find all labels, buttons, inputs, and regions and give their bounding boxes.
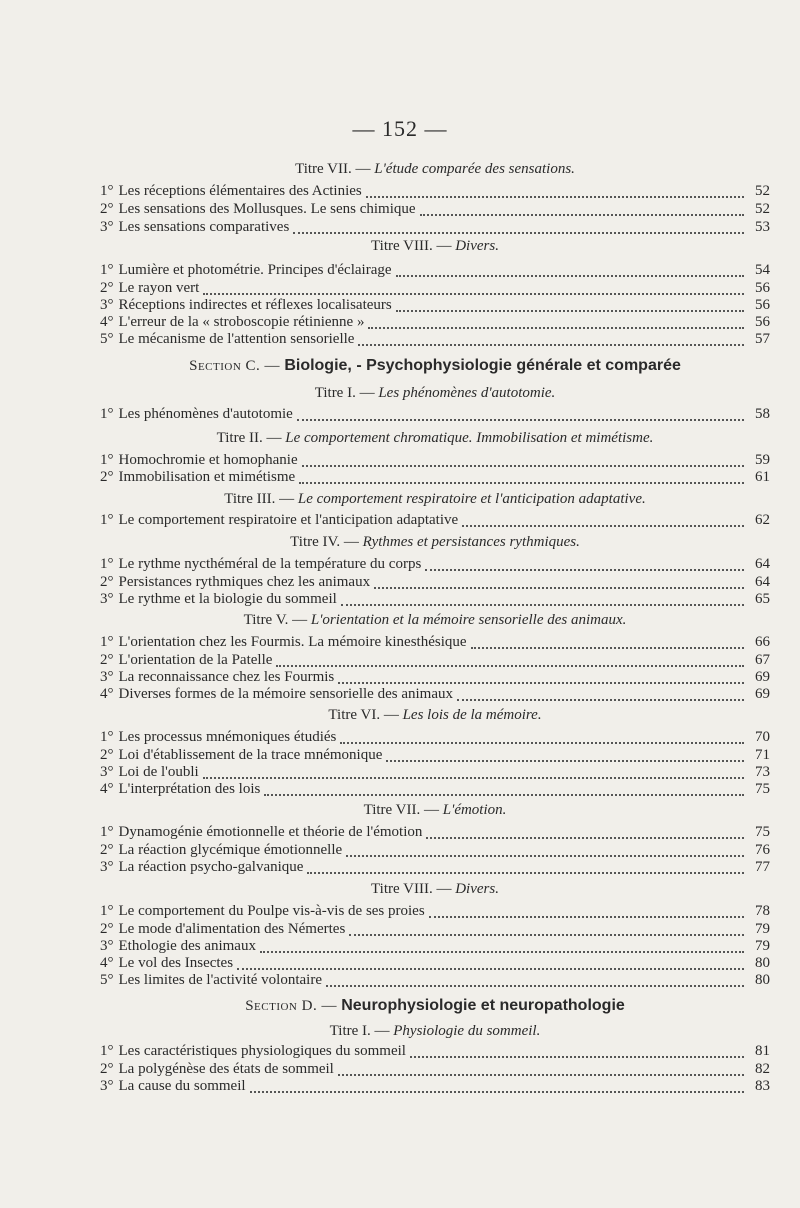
dot-leader [276,653,744,667]
heading-title: Divers. [455,881,499,897]
toc-entry[interactable] [100,668,770,686]
entry-number: 3° [100,591,114,607]
dot-leader [429,904,744,918]
entry-number: 1° [100,1043,114,1059]
entry-number: 1° [100,729,114,745]
heading-title: Divers. [455,238,499,254]
toc-entry[interactable] [100,685,770,703]
dot-leader [396,298,744,312]
page-number: — 152 — [352,116,448,141]
entry-page: 70 [755,729,770,745]
entry-number: 4° [100,781,114,797]
entry-number: 3° [100,859,114,875]
chapter-heading-rythmes [115,533,755,551]
entry-number: 5° [100,972,114,988]
chapter-heading-memoire [115,706,755,724]
entry-number: 3° [100,764,114,780]
toc-entry[interactable] [100,261,770,279]
dot-leader [386,748,744,762]
entry-number: 2° [100,280,114,296]
entry-title: Loi de l'oubli [118,764,199,780]
entry-number: 2° [100,574,114,590]
entry-number: 1° [100,452,114,468]
entry-title: Les sensations des Mollusques. Le sens chimique [118,201,416,217]
toc-entry[interactable] [100,200,770,218]
dot-leader [341,592,744,606]
dot-leader [250,1079,744,1093]
entry-page: 52 [755,201,770,217]
entry-title: Les processus mnémoniques étudiés [118,729,337,745]
entry-number: 4° [100,686,114,702]
entry-title: Ethologie des animaux [118,938,256,954]
entry-number: 1° [100,406,114,422]
dot-leader [410,1044,744,1058]
entry-number: 1° [100,556,114,572]
heading-lead: Titre VII. — [295,161,375,177]
dot-leader [426,825,744,839]
entry-page: 56 [755,314,770,330]
toc-entry[interactable] [100,841,770,859]
chapter-heading-divers [115,237,755,255]
toc-entry[interactable] [100,1077,770,1095]
toc-entry[interactable] [100,1042,770,1060]
heading-title: Les phénomènes d'autotomie. [378,385,556,401]
section-title: Biologie, - Psychophysiologie générale et comparée [284,357,681,374]
toc-entry[interactable] [100,511,770,529]
heading-lead: Titre VII. — [363,802,443,818]
entry-title: L'orientation chez les Fourmis. La mémoire kinesthésique [118,634,467,650]
entry-title: Loi d'établissement de la trace mnémonique [118,747,383,763]
entry-title: Dynamogénie émotionnelle et théorie de l'émotion [118,824,423,840]
entry-page: 78 [755,903,770,919]
toc-entry[interactable] [100,590,770,608]
chapter-heading-divers-c [115,880,755,898]
entry-title: L'erreur de la « stroboscopie rétinienne » [118,314,365,330]
dot-leader [374,575,744,589]
toc-entry[interactable] [100,451,770,469]
heading-title: L'émotion. [442,802,507,818]
dot-leader [366,184,744,198]
entry-page: 59 [755,452,770,468]
entry-page: 80 [755,972,770,988]
entry-number: 1° [100,824,114,840]
entry-number: 4° [100,314,114,330]
entry-number: 3° [100,297,114,313]
entry-page: 71 [755,747,770,763]
toc-entry[interactable] [100,633,770,651]
toc-entry[interactable] [100,468,770,486]
toc-entry[interactable] [100,902,770,920]
chapter-heading-sommeil [115,1022,755,1040]
entry-number: 2° [100,1061,114,1077]
entry-page: 56 [755,280,770,296]
heading-title: Physiologie du sommeil. [393,1023,541,1039]
dot-leader [338,670,744,684]
toc-entry[interactable] [100,279,770,297]
entry-page: 82 [755,1061,770,1077]
toc-entry[interactable] [100,182,770,200]
entry-title: Le comportement respiratoire et l'anticipation adaptative [118,512,459,528]
dot-leader [297,407,744,421]
toc-entry[interactable] [100,218,770,236]
chapter-heading-sensations [115,160,755,178]
dot-leader [368,315,744,329]
heading-title: L'étude comparée des sensations. [374,161,575,177]
entry-page: 69 [755,669,770,685]
toc-entry[interactable] [100,954,770,972]
toc-entry[interactable] [100,746,770,764]
entry-title: Homochromie et homophanie [118,452,298,468]
heading-title: Les lois de la mémoire. [402,707,542,723]
entry-page: 83 [755,1078,770,1094]
entry-title: L'interprétation des lois [118,781,261,797]
entry-title: Les sensations comparatives [118,219,290,235]
entry-title: Le rythme nycthéméral de la température du corps [118,556,422,572]
heading-lead: Titre VI. — [328,707,403,723]
toc-entry[interactable] [100,971,770,989]
entry-number: 1° [100,903,114,919]
dot-leader [293,220,744,234]
dot-leader [462,513,744,527]
section-d-heading [115,996,755,1016]
heading-lead: Titre IV. — [290,534,363,550]
dot-leader [358,332,744,346]
dot-leader [338,1062,744,1076]
entry-title: Réceptions indirectes et réflexes localisateurs [118,297,392,313]
entry-title: L'orientation de la Patelle [118,652,273,668]
entry-page: 69 [755,686,770,702]
toc-entry[interactable] [100,296,770,314]
dot-leader [425,557,744,571]
entry-title: Les phénomènes d'autotomie [118,406,293,422]
entry-number: 1° [100,634,114,650]
chapter-heading-respiratoire [115,490,755,508]
dot-leader [471,635,744,649]
toc-entry[interactable] [100,1060,770,1078]
dot-leader [307,860,744,874]
entry-title: Le mode d'alimentation des Némertes [118,921,346,937]
dot-leader [260,939,744,953]
entry-page: 62 [755,512,770,528]
dot-leader [420,202,744,216]
entry-page: 75 [755,824,770,840]
chapter-heading-autotomie [115,384,755,402]
dot-leader [237,956,744,970]
section-title: Neurophysiologie et neuropathologie [341,997,625,1014]
heading-title: Le comportement chromatique. Immobilisation et mimétisme. [285,430,654,446]
entry-number: 3° [100,669,114,685]
entry-number: 2° [100,921,114,937]
entry-title: Diverses formes de la mémoire sensorielle des animaux [118,686,453,702]
section-c-heading [115,356,755,376]
dot-leader [299,470,744,484]
dot-leader [326,973,744,987]
dot-leader [340,730,744,744]
entry-title: Le rythme et la biologie du sommeil [118,591,337,607]
toc-entry[interactable] [100,651,770,669]
chapter-heading-emotion [115,801,755,819]
entry-page: 66 [755,634,770,650]
entry-title: Les réceptions élémentaires des Actinies [118,183,362,199]
toc-entry[interactable] [100,763,770,781]
entry-title: Les caractéristiques physiologiques du sommeil [118,1043,406,1059]
toc-entry[interactable] [100,573,770,591]
entry-page: 76 [755,842,770,858]
section-label: Section D. — [245,998,342,1014]
heading-lead: Titre I. — [329,1023,394,1039]
heading-lead: Titre V. — [243,612,311,628]
entry-number: 2° [100,842,114,858]
dot-leader [264,782,744,796]
entry-number: 1° [100,262,114,278]
toc-entry[interactable] [100,555,770,573]
entry-number: 3° [100,219,114,235]
entry-page: 54 [755,262,770,278]
heading-lead: Titre III. — [224,491,298,507]
entry-page: 80 [755,955,770,971]
entry-page: 79 [755,921,770,937]
entry-title: Persistances rythmiques chez les animaux [118,574,371,590]
entry-page: 61 [755,469,770,485]
entry-number: 5° [100,331,114,347]
entry-number: 2° [100,469,114,485]
heading-title: Le comportement respiratoire et l'anticipation adaptative. [297,491,646,507]
entry-page: 56 [755,297,770,313]
entry-number: 2° [100,201,114,217]
dot-leader [349,922,744,936]
toc-entry[interactable] [100,330,770,348]
toc-entry[interactable] [100,405,770,423]
dot-leader [203,765,744,779]
toc-entry[interactable] [100,823,770,841]
entry-title: La réaction glycémique émotionnelle [118,842,343,858]
entry-title: Lumière et photométrie. Principes d'éclairage [118,262,392,278]
heading-lead: Titre I. — [314,385,379,401]
entry-number: 1° [100,183,114,199]
entry-title: Le mécanisme de l'attention sensorielle [118,331,355,347]
toc-entry[interactable] [100,858,770,876]
entry-title: Le comportement du Poulpe vis-à-vis de ses proies [118,903,425,919]
entry-page: 58 [755,406,770,422]
toc-entry[interactable] [100,728,770,746]
entry-page: 67 [755,652,770,668]
entry-page: 57 [755,331,770,347]
entry-page: 52 [755,183,770,199]
heading-lead: Titre II. — [216,430,286,446]
entry-page: 53 [755,219,770,235]
dot-leader [302,453,744,467]
dot-leader [396,263,744,277]
entry-title: Le rayon vert [118,280,200,296]
entry-page: 79 [755,938,770,954]
dot-leader [346,843,744,857]
heading-lead: Titre VIII. — [371,881,456,897]
entry-page: 65 [755,591,770,607]
entry-page: 77 [755,859,770,875]
heading-title: L'orientation et la mémoire sensorielle des animaux. [310,612,627,628]
entry-title: La cause du sommeil [118,1078,246,1094]
entry-page: 81 [755,1043,770,1059]
entry-page: 75 [755,781,770,797]
entry-title: Immobilisation et mimétisme [118,469,296,485]
entry-title: La réaction psycho-galvanique [118,859,304,875]
section-label: Section C. — [189,358,285,374]
entry-title: Le vol des Insectes [118,955,234,971]
entry-page: 73 [755,764,770,780]
entry-title: Les limites de l'activité volontaire [118,972,322,988]
dot-leader [203,281,744,295]
heading-title: Rythmes et persistances rythmiques. [362,534,580,550]
entry-number: 4° [100,955,114,971]
entry-number: 3° [100,938,114,954]
entry-title: La reconnaissance chez les Fourmis [118,669,335,685]
entry-number: 3° [100,1078,114,1094]
entry-number: 1° [100,512,114,528]
entry-number: 2° [100,747,114,763]
entry-number: 2° [100,652,114,668]
dot-leader [457,687,744,701]
toc-entry[interactable] [100,920,770,938]
toc-entry[interactable] [100,780,770,798]
entry-page: 64 [755,556,770,572]
entry-title: La polygénèse des états de sommeil [118,1061,334,1077]
entry-page: 64 [755,574,770,590]
toc-entry[interactable] [100,313,770,331]
heading-lead: Titre VIII. — [371,238,456,254]
chapter-heading-chromatique [115,429,755,447]
toc-entry[interactable] [100,937,770,955]
chapter-heading-orientation [115,611,755,629]
